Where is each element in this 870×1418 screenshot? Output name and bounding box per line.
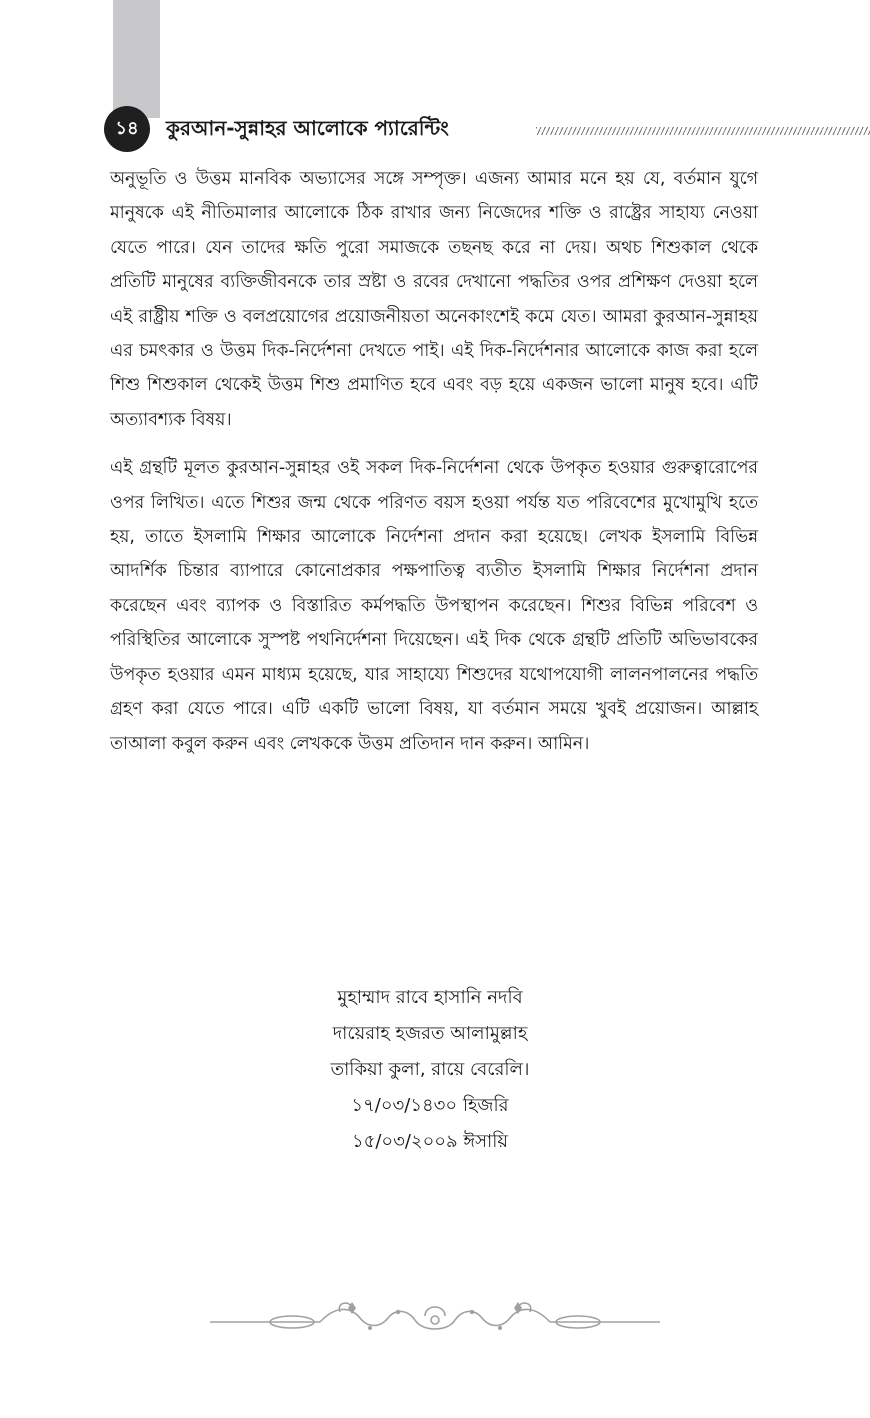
signature-date-gregorian: ১৫/০৩/২০০৯ ঈসায়ি: [351, 1131, 509, 1152]
signature-date-hijri: ১৭/০৩/১৪৩০ হিজরি: [351, 1095, 509, 1116]
signature-line-3: তাকিয়া কুলা, রায়ে বেরেলি।: [330, 1059, 530, 1080]
footer-ornament-icon: [210, 1298, 660, 1338]
running-title: কুরআন-সুন্নাহর আলোকে প্যারেন্টিং: [166, 116, 449, 140]
top-tab-decoration: [113, 0, 160, 118]
page-number-badge: ১৪: [104, 106, 150, 152]
signature-name: মুহাম্মাদ রাবে হাসানি নদবি: [337, 987, 523, 1008]
body-text: [110, 162, 758, 775]
paragraph-2: এই গ্রন্থটি মূলত কুরআন-সুন্নাহর ওই সকল দিক-নির্দেশনা থেকে উপকৃত হওয়ার গুরুত্বারোপের ওপর লিখিত। এতে শিশুর জন্ম থেকে পরিণত বয়স হওয়া পর্যন্ত যত পরিবেশের মুখোমুখি হতে হয়, তাতে ইসলামি শিক্ষার আলোকে নির্দেশনা প্রদান করা হয়েছে। লেখক ইসলামি বিভিন্ন আদর্শিক চিন্তার ব্যাপারে কোনোপ্রকার পক্ষপাতিত্ব ব্যতীত ইসলামি শিক্ষার নির্দেশনা প্রদান করেছেন এবং ব্যাপক ও বিস্তারিত কর্মপদ্ধতি উপস্থাপন করেছেন। শিশুর বিভিন্ন পরিবেশ ও পরিস্থিতির আলোকে সুস্পষ্ট পথনির্দেশনা দিয়েছেন। এই দিক থেকে গ্রন্থটি প্রতিটি অভিভাবকের উপকৃত হওয়ার এমন মাধ্যম হয়েছে, যার সাহায্যে শিশুদের যথোপযোগী লালনপালনের পদ্ধতি গ্রহণ করা যেতে পারে। এটি একটি ভালো বিষয়, যা বর্তমান সময়ে খুবই প্রয়োজন। আল্লাহ তাআলা কবুল করুন এবং লেখককে উত্তম প্রতিদান দান করুন। আমিন।: [110, 458, 758, 754]
page-header: [104, 106, 870, 152]
paragraph-1: অনুভূতি ও উত্তম মানবিক অভ্যাসের সঙ্গে সম্পৃক্ত। এজন্য আমার মনে হয় যে, বর্তমান যুগে মানুষকে এই নীতিমালার আলোকে ঠিক রাখার জন্য নিজেদের শক্তি ও রাষ্ট্রের সাহায্য নেওয়া যেতে পারে। যেন তাদের ক্ষতি পুরো সমাজকে তছনছ করে না দেয়। অথচ শিশুকাল থেকে প্রতিটি মানুষের ব্যক্তিজীবনকে তার স্রষ্টা ও রবের দেখানো পদ্ধতির ওপর প্রশিক্ষণ দেওয়া হলে এই রাষ্ট্রীয় শক্তি ও বলপ্রয়োগের প্রয়োজনীয়তা অনেকাংশেই কমে যেত। আমরা কুরআন-সুন্নাহয় এর চমৎকার ও উত্তম দিক-নির্দেশনা দেখতে পাই। এই দিক-নির্দেশনার আলোকে কাজ করা হলে শিশু শিশুকাল থেকেই উত্তম শিশু প্রমাণিত হবে এবং বড় হয়ে একজন ভালো মানুষ হবে। এটি অত্যাবশ্যক বিষয়।: [110, 169, 758, 430]
signature-block: [230, 980, 630, 1160]
header-hatch-rule: [536, 127, 870, 135]
signature-line-2: দায়েরাহ হজরত আলামুল্লাহ: [332, 1023, 528, 1044]
